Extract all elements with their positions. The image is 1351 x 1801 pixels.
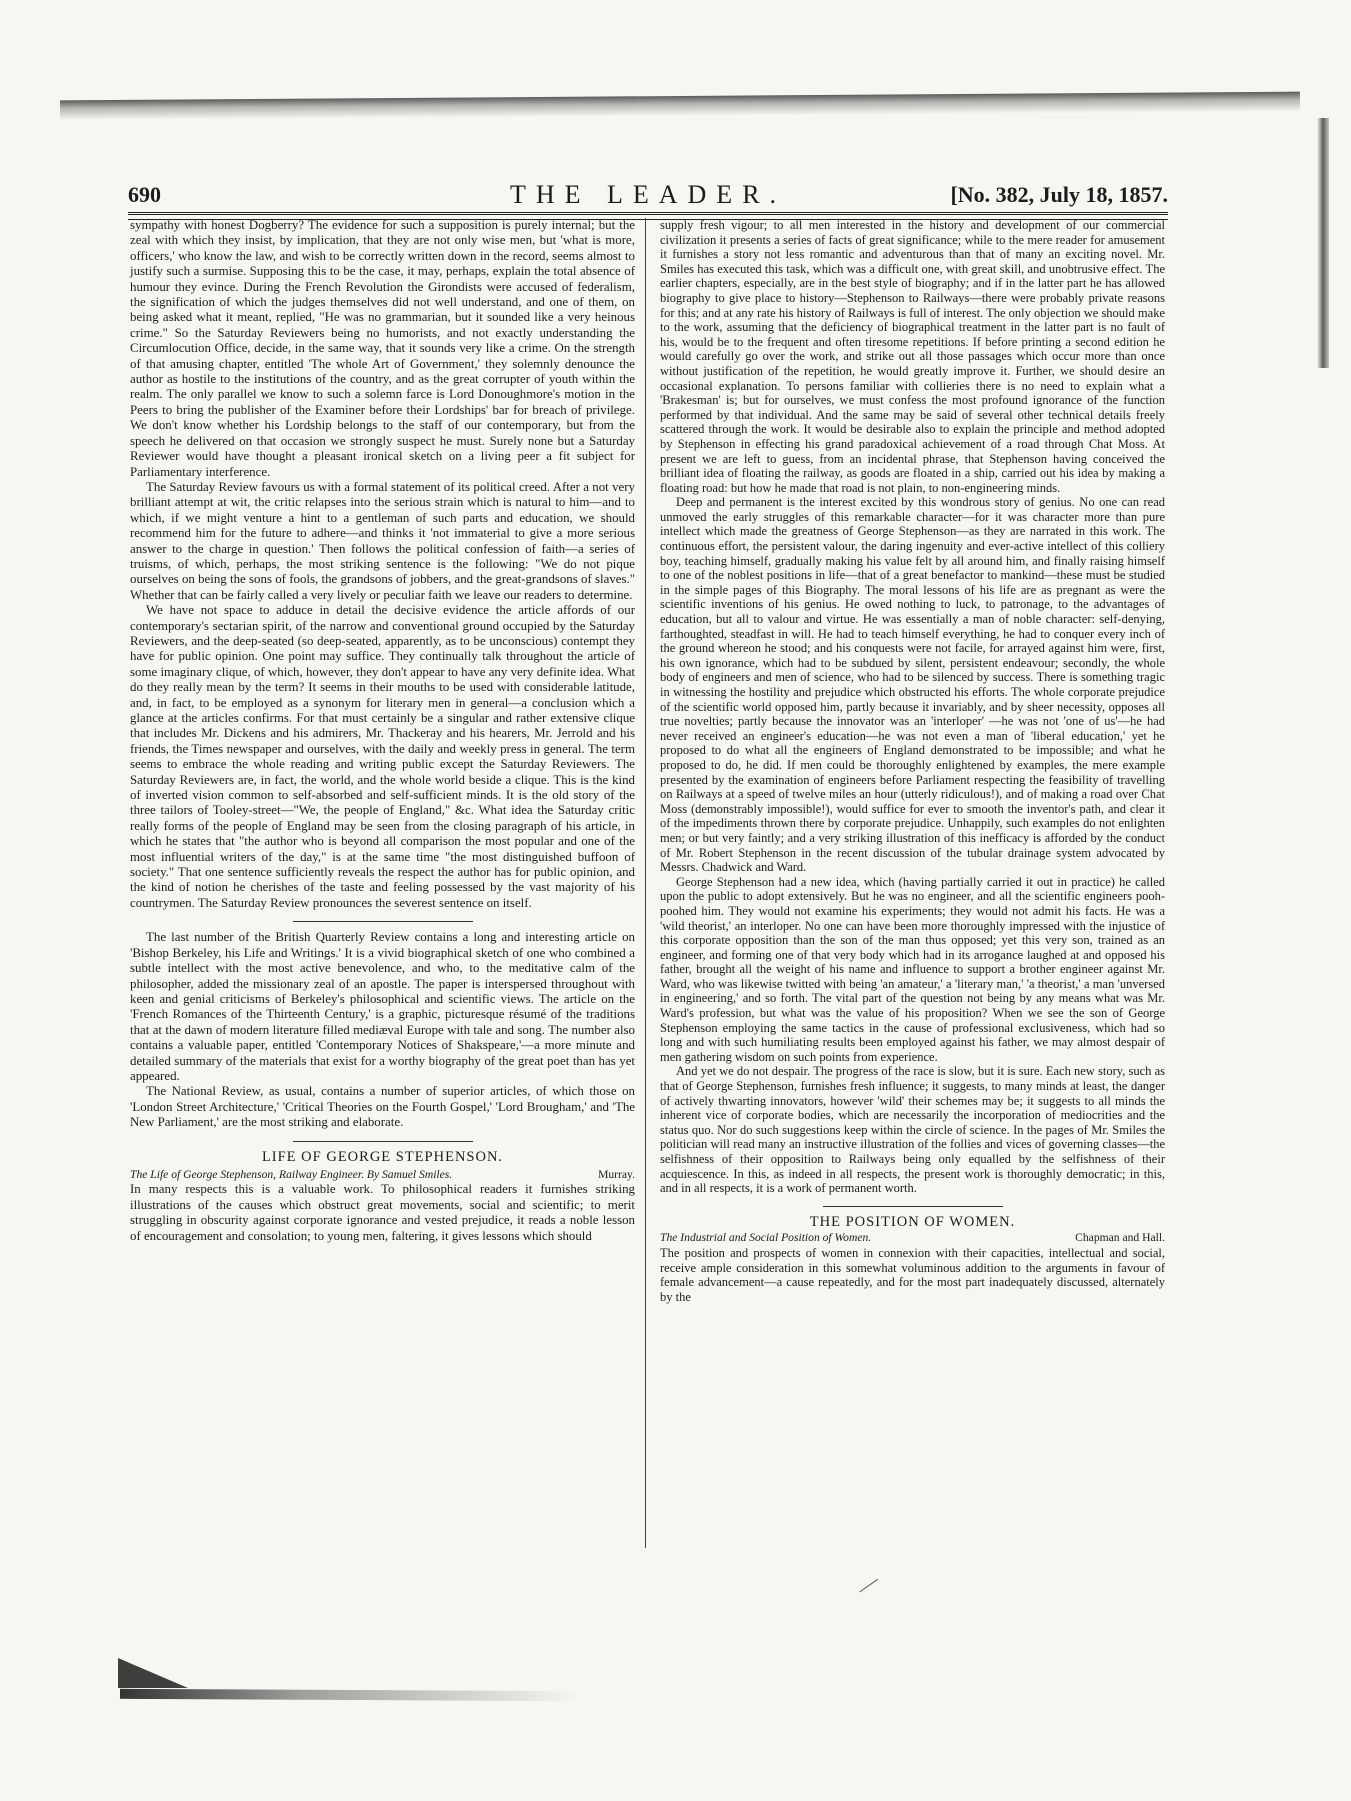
left-paragraph-6: In many respects this is a valuable work. To philosophical readers it furnishes striking illustrations of the causes which obstruct great movements, social and scientific; to merit struggling in obscurity against corporate ignorance and vested prejudice, it reads a noble lesson of encouragement and consolation; to young men, faltering, it gives lessons which should [130, 1182, 635, 1243]
scan-corner-mark [118, 1658, 188, 1688]
scan-edge-right [1317, 118, 1329, 368]
section-rule [293, 1141, 473, 1142]
citation-title: The Industrial and Social Position of Women. [660, 1231, 872, 1245]
right-paragraph-4: And yet we do not despair. The progress of the race is slow, but it is sure. Each new story, such as that of George Stephenson, furnishes fresh influence; it suggests, to many minds at least, the danger of actively thwarting innovators, however 'wild' their schemes may be; it suggests to all minds the inherent vice of corporate bodies, which are necessarily the incorporation of mediocrities and the status quo. Nor do such suggestions keep within the circle of science. In the pages of Mr. Smiles the politician will read many an instructive illustration of the follies and vices of governing classes—the selfishness of their opposition to Railways being only equalled by the selfishness of their acquiescence. In this, as indeed in all respects, the present work is thoroughly democratic; in this, and in all respects, it is a work of permanent worth. [660, 1064, 1165, 1196]
left-paragraph-1: sympathy with honest Dogberry? The evidence for such a supposition is purely internal; but the zeal with which they insist, by implication, that they are not only wise men, but 'what is more, officers,' who know the law, and wish to be correctly written down in the record, seems almost to justify such a surmise. Supposing this to be the case, it may, perhaps, explain the total absence of humour they evince. During the French Revolution the Girondists were accused of federalism, the signification of which the judges themselves did not well understand, and one of them, on being asked what it meant, replied, "He was no grammarian, but it sounded like a very heinous crime." So the Saturday Reviewers being no humorists, and not exactly understanding the Circumlocution Office, decide, in the same way, that it sounds very like a crime. On the strength of that amusing chapter, entitled 'The whole Art of Government,' they solemnly denounce the author as hostile to the institutions of the country, and as the great corrupter of youth within the realm. The only parallel we know to such a solemn farce is Lord Donoughmore's motion in the Peers to bring the publisher of the Examiner before their Lordships' bar for breach of privilege. We don't know whether his Lordship belongs to the staff of our contemporary, but from the speech he delivered on that occasion we strongly suspect he must. Surely none but a Saturday Reviewer would have thought a pleasant ironical sketch on a living peer a fit subject for Parliamentary interference. [130, 218, 635, 479]
section-title-women: THE POSITION OF WOMEN. [809, 1213, 1016, 1230]
book-citation [660, 1231, 1165, 1246]
left-paragraph-4: The last number of the British Quarterly Review contains a long and interesting article on 'Bishop Berkeley, his Life and Writings.' It is a vivid biographical sketch of one who combined a subtle intellect with the most active benevolence, and who, to the meditative calm of the philosopher, added the missionary zeal of an apostle. The paper is interspersed throughout with keen and genial criticisms of Berkeley's philosophical and scientific views. The article on the 'French Romances of the Thirteenth Century,' is a graphic, picturesque résumé of the traditions that at the dawn of modern literature filled mediæval Europe with tale and song. The number also contains a valuable paper, entitled 'Contemporary Notices of Shakspeare,'—a more minute and detailed summary of the materials that exist for a worthy biography of the great poet than has yet appeared. [130, 930, 635, 1083]
book-citation [130, 1167, 635, 1182]
citation-title: The Life of George Stephenson, Railway Engineer. By Samuel Smiles. [130, 1167, 453, 1181]
citation-publisher: Murray. [598, 1167, 635, 1181]
column-divider [645, 218, 646, 1548]
citation-publisher: Chapman and Hall. [1075, 1231, 1165, 1245]
section-title-stephenson: LIFE OF GEORGE STEPHENSON. [261, 1148, 504, 1165]
left-paragraph-2: The Saturday Review favours us with a formal statement of its political creed. After a not very brilliant attempt at wit, the critic relapses into the serious strain which is natural to him—and to which, if we might venture a hint to a gentleman of such parts and education, we should recommend him for the future to adhere—and thinks it 'not immaterial to give a more serious answer to the charge in question.' Then follows the political confession of faith—a series of truisms, of which, perhaps, the most striking sentence is the following: "We do not pique ourselves on being the sons of fools, the grandsons of jobbers, and the great-grandsons of slaves." Whether that can be fairly called a very lively or peculiar faith we leave our readers to determine. [130, 479, 635, 602]
section-rule [823, 1206, 1003, 1207]
right-paragraph-5: The position and prospects of women in connexion with their capacities, intellectual and social, receive ample consideration in this somewhat voluminous addition to the arguments in favour of female advancement—a cause repeatedly, and for the most part inadequately discussed, alternately by the [660, 1245, 1165, 1304]
right-paragraph-1: supply fresh vigour; to all men interested in the history and development of our commercial civilization it presents a series of facts of great significance; while to the mere reader for amusement it furnishes a story not less romantic and adventurous than that of many an exciting novel. Mr. Smiles has executed this task, which was a difficult one, with great skill, and unobtrusive effect. The earlier chapters, especially, are in the best style of biography; and if in the latter part he has allowed biography to give place to history—Stephenson to Railways—there were probably private reasons for this; and at any rate his history of Railways is full of interest. The only objection we should make to the work, assuming that the deficiency of biographical treatment in the latter part is no fault of his, would be to the frequent and often tiresome repetitions. If before printing a second edition he would carefully go over the work, and strike out all those passages which occur more than once without justification of the repetition, he would greatly improve it. Further, we should desire an occasional explanation. To persons familiar with collieries there is no need to explain what a 'Brakesman' is; but for ourselves, we must confess the most profound ignorance of the function performed by that individual. And the same may be said of several other technical details freely scattered through the work. It would be desirable also to explain the principle and method adopted by Stephenson in effecting his grand paradoxical achievement of a road through Chat Moss. At present we are left to guess, from an incidental phrase, that Stephenson having conceived the brilliant idea of floating the railway, as goods are floated in a ship, carried out his idea by making a floating road: but how he made that road is not plain, to non-engineering minds. [660, 218, 1165, 495]
right-paragraph-2: Deep and permanent is the interest excited by this wondrous story of genius. No one can read unmoved the early struggles of this remarkable character—for it was character more than pure intellect which made the greatness of George Stephenson—as they are narrated in this work. The continuous effort, the persistent valour, the daring ingenuity and ever-active intellect of this colliery boy, teaching himself, gradually making his value felt by all around him, and finally raising himself to one of the noblest positions in life—that of a great benefactor to mankind—these must be studied in the simple pages of this Biography. The moral lessons of his life are as pregnant as were the scientific inventions of his genius. He owed nothing to luck, to patronage, to the advantages of education, but all to valour and virtue. He was essentially a man of noble character: self-denying, farthoughted, steadfast in will. He had to teach himself everything, he had to conquer every inch of the ground whereon he stood; and his conquests were not facile, for arrayed against him were, first, his own ignorance, which had to be subdued by silent, persistent endeavour; secondly, the whole body of engineers and men of science, who had to be silenced by success. There is something tragic in witnessing the hostility and prejudice which obstructed his efforts. The whole corporate prejudice of the scientific world opposed him, partly because it invariably, and by sheer necessity, opposes all true novelties; partly because the innovator was an 'interloper' —he was not 'one of us'—he had never received an engineer's education—he was not even a man of 'liberal education,' yet he proposed to do what all the engineers of England demonstrated to be impossible; and what he proposed to do, he did. If men could be thoroughly enlightened by examples, the mere example presented by the examination of engineers before Parliament respecting the feasibility of travelling on Railways at a speed of twelve miles an hour (utterly ridiculous!), and of making a road over Chat Moss (demonstrably impossible!), would suffice for ever to smooth the inventor's path, and clear it of the impediments thrown there by corporate prejudice. Unhappily, such examples do not enlighten men; or but very faintly; and a very striking illustration of this inefficacy is afforded by the conduct of Mr. Robert Stephenson in the recent discussion of the tubular drainage system advocated by Messrs. Chadwick and Ward. [660, 495, 1165, 875]
right-column [660, 218, 1165, 1304]
pencil-mark [859, 1579, 878, 1593]
masthead [128, 180, 1168, 210]
right-paragraph-3: George Stephenson had a new idea, which (having partially carried it out in practice) he called upon the public to adopt extensively. But he was no engineer, and all the scientific engineers pooh-poohed him. They would not examine his experiments; they would not admit his facts. He was a 'wild theorist,' an interloper. No one can have been more thoroughly impressed with the injustice of this corporate opposition than the son of the man thus opposed; yet this very son, trained as an engineer, and forming one of that very body which had in its arrogance laughed at and opposed his father, brought all the weight of his name and influence to support a brother engineer against Mr. Ward, who was likewise twitted with being 'an amateur,' a 'literary man,' 'a theorist,' a man 'unversed in engineering,' and so forth. The vital part of the question not being by any means what was Mr. Ward's profession, but what was the value of his proposition? When we see the son of George Stephenson employing the same tactics in the cause of professional exclusiveness, which had so long and with such humiliating results been employed against his father, we may almost despair of men gathering wisdom on such points from experience. [660, 874, 1165, 1064]
scan-edge-bottom [120, 1689, 580, 1701]
section-rule [293, 921, 473, 922]
left-paragraph-3: We have not space to adduce in detail the decisive evidence the article affords of our contemporary's sectarian spirit, of the narrow and conventional ground occupied by the Saturday Reviewers, and the deep-seated (so deep-seated, apparently, as to be unconscious) contempt they have for public opinion. One point may suffice. They continually talk throughout the article of some imaginary clique, of which, however, they don't appear to have any very definite idea. What do they really mean by the term? It seems in their mouths to be used with considerable latitude, and, in fact, to be employed as a synonym for literary men in general—a conclusion which a glance at the articles confirms. For that must certainly be a singular and rather extensive clique that includes Mr. Dickens and his admirers, Mr. Thackeray and his hearers, Mr. Jerrold and his friends, the Times newspaper and ourselves, with the daily and weekly press in general. The term seems to embrace the whole reading and writing public except the Saturday Reviewers. The Saturday Reviewers are, in fact, the world, and the whole world beside a clique. This is the kind of inverted vision common to self-absorbed and self-sufficient minds. It is the old story of the three tailors of Tooley-street—"We, the people of England," &c. What idea the Saturday critic really forms of the people of England may be seen from the closing paragraph of his article, in which he states that "the author who is beyond all comparison the most popular and one of the most influential writers of the day," is at the same time "the most distinguished buffoon of society." That one sentence sufficiently reveals the respect the author has for public opinion, and the kind of notion he cherishes of the taste and feeling possessed by the vast majority of his countrymen. The Saturday Review pronounces the severest sentence on itself. [130, 603, 635, 910]
issue-date: [No. 382, July 18, 1857. [950, 182, 1168, 207]
left-column [130, 218, 635, 1244]
page-number: 690 [128, 182, 161, 207]
left-paragraph-5: The National Review, as usual, contains a number of superior articles, of which those on 'London Street Architecture,' 'Critical Theories on the Fourth Gospel,' 'Lord Brougham,' and 'The New Parliament,' are the most striking and elaborate. [130, 1084, 635, 1130]
newspaper-title: THE LEADER. [509, 180, 787, 209]
scan-edge-top [60, 92, 1300, 121]
